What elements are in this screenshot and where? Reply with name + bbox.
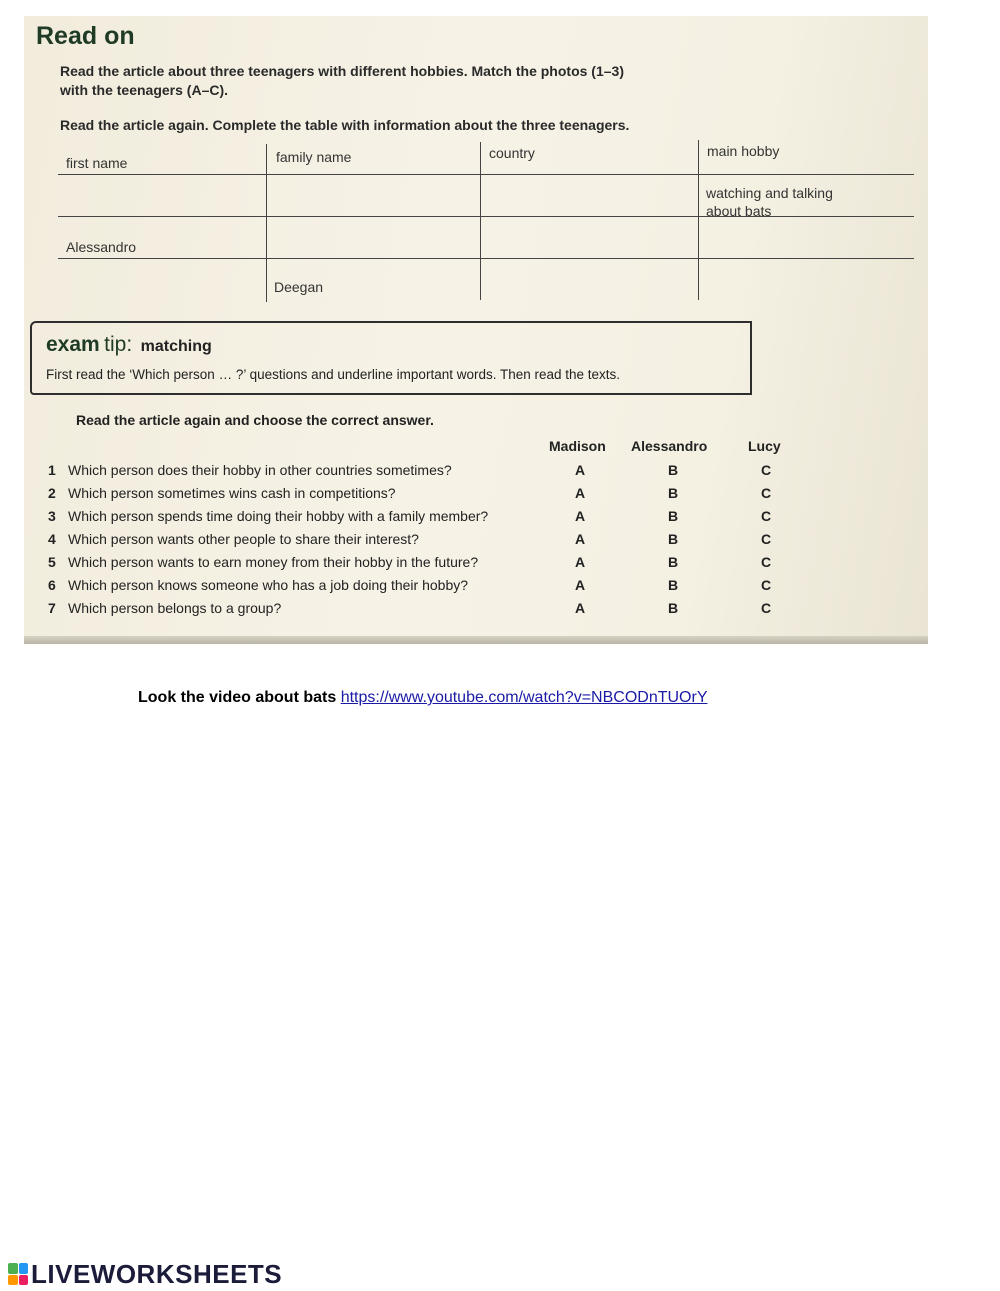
option-a[interactable]: A (575, 577, 586, 593)
table-cell-first-name: Alessandro (66, 239, 137, 255)
question-text: Which person spends time doing their hobby with a family member? (68, 508, 489, 524)
logo-square (19, 1263, 29, 1274)
table-header-country: country (489, 145, 535, 161)
option-a[interactable]: A (575, 554, 586, 570)
logo-square (19, 1275, 29, 1286)
question-row (48, 485, 908, 507)
table-column-divider (480, 142, 481, 300)
exam-tip-exam: exam (46, 333, 100, 356)
question-row (48, 577, 908, 599)
exam-tip-subtitle: matching (140, 338, 212, 355)
page-title: Read on (36, 22, 135, 50)
column-header-madison: Madison (549, 438, 606, 454)
option-c[interactable]: C (761, 577, 772, 593)
option-b[interactable]: B (668, 462, 679, 478)
option-a[interactable]: A (575, 508, 586, 524)
table-cell-hobby (706, 184, 833, 220)
table-rule (58, 258, 914, 259)
table-rule (58, 174, 914, 175)
exam-tip-text: First read the ‘Which person … ?’ questions and underline important words. Then read the texts. (46, 367, 621, 382)
instruction-match-photos: Read the article about three teenagers with different hobbies. Match the photos (1–3) (60, 63, 624, 79)
option-b[interactable]: B (668, 531, 679, 547)
video-label: Look the video about bats (138, 689, 337, 706)
video-instruction (138, 689, 707, 707)
questions-instruction: Read the article again and choose the correct answer. (76, 412, 434, 428)
video-link[interactable]: https://www.youtube.com/watch?v=NBCODnTUOrY (340, 689, 708, 706)
worksheet-photo (24, 16, 928, 644)
column-header-alessandro: Alessandro (631, 438, 708, 454)
option-a[interactable]: A (575, 485, 586, 501)
logo-square (8, 1275, 18, 1286)
table-header-main-hobby: main hobby (707, 143, 780, 159)
exam-tip-box (30, 321, 752, 395)
question-number: 4 (48, 531, 56, 547)
question-text: Which person does their hobby in other countries sometimes? (68, 462, 452, 478)
question-text: Which person wants to earn money from their hobby in the future? (68, 554, 479, 570)
option-c[interactable]: C (761, 485, 772, 501)
option-b[interactable]: B (668, 554, 679, 570)
liveworksheets-logo-icon (8, 1263, 28, 1285)
option-a[interactable]: A (575, 531, 586, 547)
option-c[interactable]: C (761, 531, 772, 547)
question-text: Which person knows someone who has a job doing their hobby? (68, 577, 469, 593)
option-b[interactable]: B (668, 508, 679, 524)
question-number: 2 (48, 485, 56, 501)
exam-tip-tip: tip: (104, 333, 133, 356)
option-c[interactable]: C (761, 554, 772, 570)
question-text: Which person wants other people to share their interest? (68, 531, 419, 547)
table-header-family-name: family name (276, 149, 352, 165)
question-number: 5 (48, 554, 56, 570)
table-column-divider (698, 140, 699, 300)
question-row (48, 508, 908, 530)
option-a[interactable]: A (575, 462, 586, 478)
question-number: 3 (48, 508, 56, 524)
option-a[interactable]: A (575, 600, 586, 616)
question-number: 7 (48, 600, 56, 616)
column-header-lucy: Lucy (748, 438, 781, 454)
question-row (48, 462, 908, 484)
teenagers-table (58, 140, 914, 302)
question-row (48, 600, 908, 622)
table-column-divider (266, 144, 267, 302)
option-b[interactable]: B (668, 485, 679, 501)
photo-bottom-edge (24, 636, 928, 644)
question-number: 6 (48, 577, 56, 593)
option-b[interactable]: B (668, 577, 679, 593)
logo-text: LIVEWORKSHEETS (31, 1258, 283, 1289)
liveworksheets-logo[interactable] (8, 1260, 282, 1288)
question-text: Which person belongs to a group? (68, 600, 282, 616)
question-text: Which person sometimes wins cash in competitions? (68, 485, 396, 501)
question-row (48, 531, 908, 553)
question-number: 1 (48, 462, 56, 478)
logo-square (8, 1263, 18, 1274)
hobby-line: watching and talking (706, 185, 833, 201)
instruction-match-photos-cont: with the teenagers (A–C). (60, 82, 229, 98)
option-c[interactable]: C (761, 600, 772, 616)
table-header-first-name: first name (66, 155, 128, 171)
table-cell-family-name: Deegan (274, 279, 324, 295)
option-c[interactable]: C (761, 508, 772, 524)
hobby-line: about bats (706, 203, 772, 219)
question-row (48, 554, 908, 576)
instruction-complete-table: Read the article again. Complete the table with information about the three teenagers. (60, 117, 630, 133)
option-c[interactable]: C (761, 462, 772, 478)
exam-tip-heading (46, 333, 212, 357)
option-b[interactable]: B (668, 600, 679, 616)
